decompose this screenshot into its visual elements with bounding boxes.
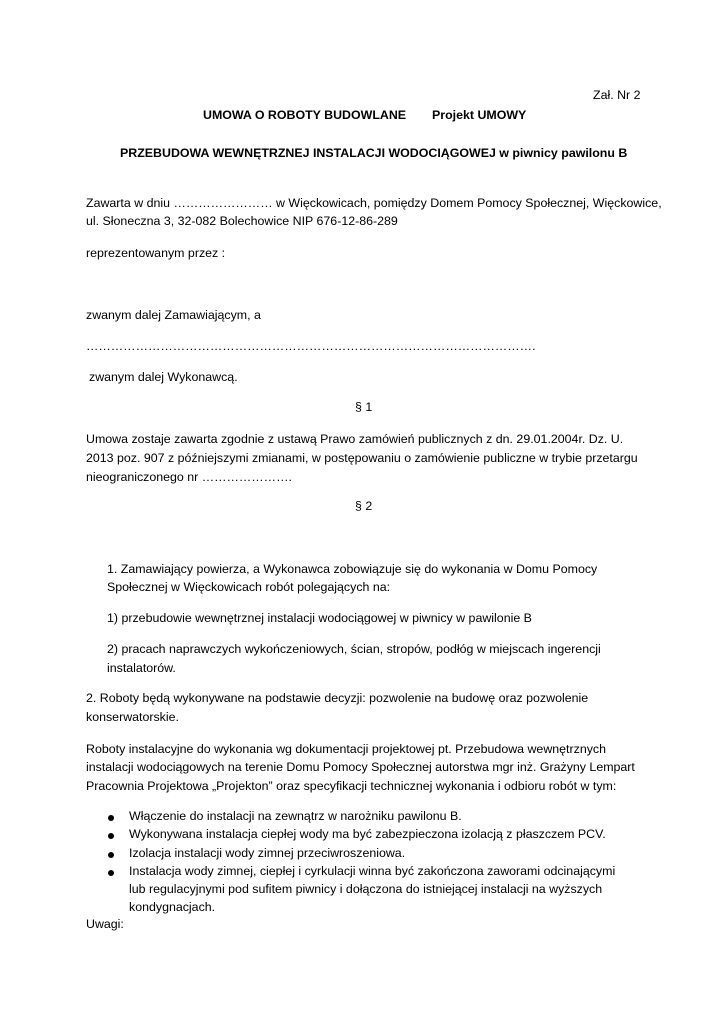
section-2-p2-line-1: 2. Roboty będą wykonywane na podstawie decyzji: pozwolenie na budowę oraz pozwolenie [86,691,589,705]
list-item-continuation: lub regulacyjnymi pod sufitem piwnicy i dołączona do istniejącej instalacji na wyższych [129,882,603,896]
section-2-heading: § 2 [355,499,373,513]
contractor-blank: ………………………………………………………………………………………………. [86,339,536,353]
section-2-p2-line-2: konserwatorskie. [86,710,179,724]
ordering-party-label: zwanym dalej Zamawiającym, a [86,308,261,322]
section-1-line-2: 2013 poz. 907 z późniejszymi zmianami, w postępowaniu o zamówienie publiczne w trybie przetargu [86,451,638,465]
list-item: Wykonywana instalacja ciepłej wody ma być zabezpieczona izolacją z płaszczem PCV. [129,827,606,841]
document-title: PRZEBUDOWA WEWNĘTRZNEJ INSTALACJI WODOCIĄGOWEJ w piwnicy pawilonu B [120,146,628,160]
list-item: Izolacja instalacji wody zimnej przeciwroszeniowa. [129,846,406,860]
work-item-2-line-1: 2) pracach naprawczych wykończeniowych, ścian, stropów, podłóg w miejscach ingerencji [107,642,601,656]
section-2-p3-line-3: Pracownia Projektowa „Projekton” oraz specyfikacji technicznej wykonania i odbioru robót w tym: [86,779,617,793]
section-2-p1-line-1: 1. Zamawiający powierza, a Wykonawca zobowiązuje się do wykonania w Domu Pomocy [107,562,598,576]
attachment-number: Zał. Nr 2 [593,88,641,102]
work-item-2-line-2: instalatorów. [107,661,176,675]
section-1-line-1: Umowa zostaje zawarta zgodnie z ustawą Prawo zamówień publicznych z dn. 29.01.2004r. Dz. U. [86,432,624,446]
concluded-line-2: ul. Słoneczna 3, 32-082 Bolechowice NIP 676-12-86-289 [86,214,398,228]
bullet-icon [108,870,114,876]
section-1-line-3: nieograniczonego nr …………………. [86,470,292,484]
list-item: Instalacja wody zimnej, ciepłej i cyrkulacji winna być zakończona zaworami odcinającymi [129,864,616,878]
section-1-heading: § 1 [355,400,373,414]
list-item: Włączenie do instalacji na zewnątrz w narożniku pawilonu B. [129,809,462,823]
contractor-label: zwanym dalej Wykonawcą. [89,370,238,384]
draft-label: Projekt UMOWY [432,108,527,122]
notes-label: Uwagi: [86,917,124,931]
section-2-p3-line-2: instalacji wodociągowych na terenie Domu Pomocy Społecznej autorstwa mgr inż. Grażyny Lempart [86,760,635,774]
section-2-p3-line-1: Roboty instalacyjne do wykonania wg dokumentacji projektowej pt. Przebudowa wewnętrznych [86,742,606,756]
list-item-continuation: kondygnacjach. [129,900,216,914]
bullet-icon [108,852,114,858]
work-item-1: 1) przebudowie wewnętrznej instalacji wodociągowej w piwnicy w pawilonie B [107,611,532,625]
bullet-icon [108,833,114,839]
bullet-icon [108,815,114,821]
section-2-p1-line-2: Społecznej w Więckowicach robót polegających na: [107,580,391,594]
concluded-line-1: Zawarta w dniu …………………… w Więckowicach, pomiędzy Domem Pomocy Społecznej, Więckowice, [86,196,662,210]
contract-type-heading: UMOWA O ROBOTY BUDOWLANE [203,108,407,122]
represented-by: reprezentowanym przez : [86,246,226,260]
